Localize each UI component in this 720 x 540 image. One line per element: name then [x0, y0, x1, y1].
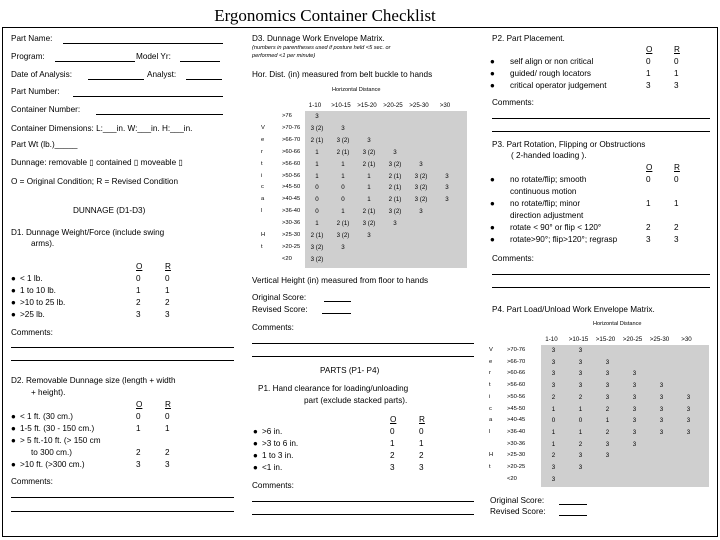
p3-o-value[interactable]: 3	[646, 235, 651, 244]
p1-o-value[interactable]: 1	[390, 439, 395, 448]
d2-r-value[interactable]: 2	[165, 448, 170, 457]
d3-cell[interactable]: 0	[341, 184, 345, 192]
d3-row-head: >40-45	[282, 196, 301, 203]
d3-cell[interactable]: 1	[315, 148, 319, 156]
d3-cell[interactable]: 3 (2)	[362, 220, 376, 228]
comment-line[interactable]	[492, 274, 710, 275]
d3-note: (numbers in parentheses used if posture held <5 sec. or	[252, 45, 391, 51]
dunnage-heading: DUNNAGE (D1-D3)	[73, 206, 146, 215]
p4-cell[interactable]: 1	[578, 405, 583, 413]
p4-cell[interactable]: 3	[632, 405, 637, 413]
d1-comments-label: Comments:	[11, 328, 53, 337]
p4-cell[interactable]: 3	[659, 428, 664, 436]
p4-cell[interactable]: 3	[632, 393, 637, 401]
vertical-height-note: Vertical Height (in) measured from floor to hands	[252, 276, 429, 285]
p4-cell[interactable]: 3	[605, 370, 610, 378]
part-name-label: Part Name:	[11, 34, 53, 43]
d3-cell[interactable]: 3	[393, 148, 397, 156]
p4-row-head: >60-66	[507, 370, 526, 377]
p4-cell[interactable]: 3	[551, 347, 556, 354]
p4-cell[interactable]: 3	[605, 358, 610, 366]
p4-axis-letter: c	[489, 405, 492, 412]
d3-col-head: >30	[439, 102, 451, 109]
d3-cell[interactable]: 0	[315, 208, 319, 216]
d3-cell[interactable]: 0	[315, 196, 319, 204]
d3-cell[interactable]: 3	[367, 232, 371, 239]
p4-cell[interactable]: 3	[686, 393, 691, 401]
d3-original-score-field[interactable]	[324, 301, 351, 302]
d3-axis-letter: e	[261, 136, 265, 143]
d2-title: D2. Removable Dunnage size (length + width	[11, 376, 176, 385]
list-item[interactable]: ● self align or non critical	[490, 57, 594, 66]
p4-cell[interactable]: 1	[578, 428, 583, 436]
p4-col-head: >10-15	[568, 336, 589, 343]
d3-row-head: >56-60	[282, 160, 301, 167]
d3-cell[interactable]: 2 (1)	[388, 184, 402, 192]
part-number-label: Part Number:	[11, 87, 60, 96]
p4-cell[interactable]: 2	[551, 393, 556, 401]
p2-col-r: R	[674, 45, 680, 54]
d3-row-head: >70-76	[282, 124, 301, 131]
d3-cell[interactable]: 3 (2)	[310, 255, 324, 263]
d3-cell[interactable]: 2 (1)	[310, 136, 324, 144]
d3-note-cont: performed <1 per minute)	[252, 53, 316, 59]
p4-cell[interactable]: 3	[578, 370, 583, 378]
p1-r-value[interactable]: 2	[419, 451, 424, 460]
d3-col-head: >10-15	[331, 102, 351, 109]
p4-cell[interactable]: 3	[632, 382, 637, 390]
p4-cell[interactable]: 1	[605, 417, 610, 425]
d3-cell[interactable]: 3 (2)	[336, 232, 350, 239]
d1-o-value[interactable]: 3	[136, 310, 141, 319]
d3-cell[interactable]: 3	[393, 220, 397, 228]
p4-original-score-field[interactable]	[559, 504, 587, 505]
d1-r-value[interactable]: 3	[165, 310, 170, 319]
date-label: Date of Analysis:	[11, 70, 72, 79]
d3-cell[interactable]: 1	[341, 160, 345, 168]
container-number-label: Container Number:	[11, 105, 81, 114]
d3-axis-letter: r	[261, 148, 263, 155]
d3-cell[interactable]: 2 (1)	[388, 196, 402, 204]
d2-o-value[interactable]: 3	[136, 460, 141, 469]
list-item[interactable]: ● >25 lb.	[11, 310, 45, 319]
d3-revised-score-field[interactable]	[322, 313, 351, 314]
d3-cell[interactable]: 3 (2)	[388, 208, 402, 216]
d3-cell[interactable]: 1	[367, 196, 371, 204]
p1-r-value[interactable]: 3	[419, 463, 424, 472]
analyst-field[interactable]	[186, 79, 222, 80]
d3-cell[interactable]: 2 (1)	[362, 160, 376, 168]
comment-line[interactable]	[252, 514, 474, 515]
p4-cell[interactable]: 3	[686, 428, 691, 436]
d1-o-value[interactable]: 1	[136, 286, 141, 295]
d1-o-value[interactable]: 2	[136, 298, 141, 307]
p3-r-value[interactable]: 3	[674, 235, 679, 244]
d3-cell[interactable]: 2 (1)	[336, 220, 350, 228]
p4-axis-letter: H	[489, 452, 494, 459]
d3-original-score-label: Original Score:	[252, 293, 307, 302]
p2-r-value[interactable]: 3	[674, 81, 679, 90]
d3-cell[interactable]: 3	[419, 160, 423, 168]
d3-axis-letter: l	[261, 208, 263, 215]
p4-cell[interactable]: 1	[551, 405, 556, 413]
d3-row-head: >60-66	[282, 148, 301, 155]
list-item-cont: continuous motion	[510, 187, 577, 196]
d3-cell[interactable]: 1	[341, 208, 345, 216]
p1-r-value[interactable]: 0	[419, 427, 424, 436]
p4-axis-letter: r	[489, 370, 491, 377]
p4-cell[interactable]: 2	[605, 405, 610, 413]
d1-r-value[interactable]: 2	[165, 298, 170, 307]
comment-line[interactable]	[11, 497, 234, 498]
comment-line[interactable]	[252, 343, 474, 344]
d2-o-value[interactable]: 2	[136, 448, 141, 457]
list-item-cont: direction adjustment	[510, 211, 584, 220]
comment-line[interactable]	[252, 356, 474, 357]
p1-o-value[interactable]: 0	[390, 427, 395, 436]
d3-row-head: >30-36	[282, 220, 301, 227]
container-number-field[interactable]	[96, 114, 223, 115]
p4-axis-letter: e	[489, 358, 493, 365]
d3-cell[interactable]: 3	[341, 243, 345, 251]
p3-col-r: R	[674, 163, 680, 172]
p4-row-head: >45-50	[507, 405, 526, 412]
p4-cell[interactable]: 3	[551, 358, 556, 366]
d3-col-head: >20-25	[383, 102, 403, 109]
p4-row-head: <20	[507, 475, 517, 482]
p4-row-head: >56-60	[507, 382, 526, 389]
p4-revised-score-field[interactable]	[559, 515, 587, 516]
comment-line[interactable]	[11, 511, 234, 512]
p4-shading	[541, 345, 709, 487]
p4-row-head: >66-70	[507, 358, 526, 365]
p4-cell[interactable]: 3	[686, 405, 691, 413]
p1-title: P1. Hand clearance for loading/unloading	[258, 384, 409, 393]
parts-heading: PARTS (P1- P4)	[320, 366, 380, 375]
list-item[interactable]: ● >10 to 25 lb.	[11, 298, 66, 307]
d3-row-head: >66-70	[282, 136, 301, 143]
d1-col-r: R	[165, 262, 171, 271]
p4-cell[interactable]: 3	[605, 452, 610, 460]
p4-cell[interactable]: 3	[632, 440, 637, 448]
p3-comments-label: Comments:	[492, 254, 534, 263]
d3-row-head: >76	[282, 113, 292, 119]
model-yr-field[interactable]	[180, 61, 220, 62]
d2-r-value[interactable]: 0	[165, 412, 170, 421]
d3-cell[interactable]: 3	[315, 113, 319, 120]
list-item[interactable]: ● 1 to 10 lb.	[11, 286, 56, 295]
d3-axis-letter: c	[261, 184, 264, 191]
d1-o-value[interactable]: 0	[136, 274, 141, 283]
list-item[interactable]: ● >3 to 6 in.	[253, 439, 299, 448]
p2-o-value[interactable]: 3	[646, 81, 651, 90]
p4-row-head: >30-36	[507, 440, 526, 447]
p4-cell[interactable]: 3	[632, 370, 637, 378]
list-item[interactable]: ● <1 in.	[253, 463, 283, 472]
p4-cell[interactable]: 2	[551, 452, 556, 460]
horizontal-distance-note: Hor. Dist. (in) measured from belt buckle to hands	[252, 70, 433, 79]
p4-col-head: 1-10	[545, 336, 558, 343]
p4-cell[interactable]: 0	[578, 417, 583, 425]
d2-o-value[interactable]: 1	[136, 424, 141, 433]
p4-axis-letter: a	[489, 417, 493, 424]
dunnage-type: Dunnage: removable ▯ contained ▯ moveable ▯	[11, 158, 183, 167]
p2-title: P2. Part Placement.	[492, 34, 565, 43]
p4-axis-letter: V	[489, 347, 493, 353]
p4-row-head: >50-56	[507, 393, 526, 400]
p4-cell[interactable]: 3	[686, 417, 691, 425]
d3-row-head: >25-30	[282, 232, 301, 238]
d3-axis-letter: V	[261, 124, 265, 131]
p2-r-value[interactable]: 1	[674, 69, 679, 78]
comment-line[interactable]	[492, 118, 710, 119]
part-name-field[interactable]	[63, 43, 223, 44]
d2-title-cont: + height).	[31, 388, 66, 397]
d3-cell[interactable]: 1	[367, 172, 371, 180]
d1-r-value[interactable]: 1	[165, 286, 170, 295]
p2-o-value[interactable]: 1	[646, 69, 651, 78]
d1-r-value[interactable]: 0	[165, 274, 170, 283]
comment-line[interactable]	[492, 287, 710, 288]
p4-axis-letter: i	[489, 393, 491, 400]
p4-cell[interactable]: 0	[551, 417, 556, 425]
list-item[interactable]: ● guided/ rough locators	[490, 69, 592, 78]
d3-cell[interactable]: 0	[315, 184, 319, 192]
list-item[interactable]: ● critical operator judgement	[490, 81, 607, 90]
d3-axis-letter: t	[261, 160, 263, 167]
part-weight: Part Wt (lb.)_____	[11, 140, 78, 149]
p4-row-head: >25-30	[507, 452, 526, 459]
p4-cell[interactable]: 3	[659, 393, 664, 401]
d3-col-head: >15-20	[357, 102, 377, 109]
list-item-cont: to 300 cm.)	[31, 448, 72, 457]
comment-line[interactable]	[492, 131, 710, 132]
d3-cell[interactable]: 1	[315, 220, 319, 228]
p4-axis-letter: t	[489, 464, 491, 470]
d3-horizontal-label: Horizontal Distance	[332, 87, 381, 93]
d3-axis-letter: a	[261, 196, 265, 203]
p4-col-head: >30	[681, 336, 692, 343]
list-item[interactable]: ● >10 ft. (>300 cm.)	[11, 460, 85, 469]
p4-cell[interactable]: 3	[551, 475, 556, 483]
p4-cell[interactable]: 3	[551, 382, 556, 390]
d3-cell[interactable]: 1	[367, 184, 371, 192]
p1-comments-label: Comments:	[252, 481, 294, 490]
p4-cell[interactable]: 2	[578, 393, 583, 401]
p2-comments-label: Comments:	[492, 98, 534, 107]
analyst-label: Analyst:	[147, 70, 177, 79]
d1-title-cont: arms).	[31, 239, 55, 248]
p3-title-cont: ( 2-handed loading ).	[511, 151, 587, 160]
d3-axis-letter: i	[261, 172, 263, 179]
d3-cell[interactable]: 3	[445, 184, 449, 192]
list-item[interactable]: ● > 5 ft.-10 ft. (> 150 cm	[11, 436, 101, 445]
program-field[interactable]	[55, 61, 135, 62]
list-item[interactable]: ● no rotate/flip; minor	[490, 199, 581, 208]
d2-r-value[interactable]: 3	[165, 460, 170, 469]
p4-cell[interactable]: 3	[578, 358, 583, 366]
p3-r-value[interactable]: 2	[674, 223, 679, 232]
d3-cell[interactable]: 3 (2)	[362, 148, 376, 156]
program-label: Program:	[11, 52, 45, 61]
p4-cell[interactable]: 3	[551, 370, 556, 378]
p4-col-head: >15-20	[595, 336, 616, 343]
d3-cell[interactable]: 3 (2)	[414, 172, 428, 180]
p4-cell[interactable]: 3	[659, 405, 664, 413]
p4-cell[interactable]: 3	[605, 440, 610, 448]
p4-col-head: >25-30	[649, 336, 670, 343]
p4-cell[interactable]: 3	[659, 417, 664, 425]
list-item[interactable]: ● 1-5 ft. (30 - 150 cm.)	[11, 424, 95, 433]
list-item[interactable]: ● rotate < 90° or flip < 120°	[490, 223, 602, 232]
d3-title: D3. Dunnage Work Envelope Matrix.	[252, 34, 385, 43]
p4-cell[interactable]: 3	[578, 382, 583, 390]
d3-cell[interactable]: 2 (1)	[336, 148, 350, 156]
p4-cell[interactable]: 3	[632, 428, 637, 436]
d3-axis-letter: t	[261, 243, 263, 250]
d3-comments-label: Comments:	[252, 323, 294, 332]
p4-cell[interactable]: 2	[605, 428, 610, 436]
p3-r-value[interactable]: 0	[674, 175, 679, 184]
model-yr-label: Model Yr:	[136, 52, 171, 61]
p4-row-head: >70-76	[507, 347, 526, 353]
d3-row-head: >36-40	[282, 208, 301, 215]
d3-cell[interactable]: 3	[445, 196, 449, 204]
d2-col-o: O	[136, 400, 143, 409]
p1-col-r: R	[419, 415, 425, 424]
d3-revised-score-label: Revised Score:	[252, 305, 308, 314]
p4-cell[interactable]: 3	[659, 382, 664, 390]
p2-col-o: O	[646, 45, 653, 54]
p3-o-value[interactable]: 0	[646, 175, 651, 184]
list-item[interactable]: ● 1 to 3 in.	[253, 451, 294, 460]
p4-row-head: >36-40	[507, 428, 526, 435]
p1-o-value[interactable]: 3	[390, 463, 395, 472]
d3-cell[interactable]: 3 (2)	[336, 136, 350, 144]
d3-col-head: >25-30	[409, 102, 429, 109]
date-field[interactable]	[88, 79, 144, 80]
d2-o-value[interactable]: 0	[136, 412, 141, 421]
d2-comments-label: Comments:	[11, 477, 53, 486]
d3-cell[interactable]: 3 (2)	[388, 160, 402, 168]
p4-axis-letter: t	[489, 382, 491, 389]
p1-title-cont: part (exclude stacked parts).	[304, 396, 408, 405]
p4-cell[interactable]: 3	[605, 382, 610, 390]
p4-cell[interactable]: 1	[551, 440, 556, 448]
d3-cell[interactable]: 2 (1)	[310, 232, 324, 239]
p1-o-value[interactable]: 2	[390, 451, 395, 460]
list-item[interactable]: ● rotate>90°; flip>120°; regrasp	[490, 235, 618, 244]
d3-cell[interactable]: 0	[341, 196, 345, 204]
p4-cell[interactable]: 1	[551, 428, 556, 436]
p4-row-head: >40-45	[507, 417, 526, 424]
d3-cell[interactable]: 1	[341, 172, 345, 180]
d3-cell[interactable]: 2 (1)	[388, 172, 402, 180]
comment-line[interactable]	[11, 360, 234, 361]
comment-line[interactable]	[252, 501, 474, 502]
p4-cell[interactable]: 3	[578, 347, 583, 354]
d2-r-value[interactable]: 1	[165, 424, 170, 433]
page-title: Ergonomics Container Checklist	[214, 6, 436, 25]
p3-o-value[interactable]: 2	[646, 223, 651, 232]
p4-row-head: >20-25	[507, 464, 526, 470]
p3-o-value[interactable]: 1	[646, 199, 651, 208]
list-item[interactable]: ● < 1 lb.	[11, 274, 43, 283]
p4-horizontal-label: Horizontal Distance	[593, 321, 642, 327]
d3-cell[interactable]: 2 (1)	[362, 208, 376, 216]
list-item[interactable]: ● < 1 ft. (30 cm.)	[11, 412, 74, 421]
d3-cell[interactable]: 3 (2)	[310, 124, 324, 132]
d3-row-head: >20-25	[282, 243, 301, 250]
d3-axis-letter: H	[261, 232, 266, 238]
d3-cell[interactable]: 3 (2)	[310, 243, 324, 251]
p4-original-score-label: Original Score:	[490, 496, 545, 505]
list-item[interactable]: ● no rotate/flip; smooth	[490, 175, 587, 184]
p4-cell[interactable]: 3	[605, 393, 610, 401]
d3-cell[interactable]: 1	[315, 172, 319, 180]
p3-title: P3. Part Rotation, Flipping or Obstructions	[492, 140, 646, 149]
d3-cell[interactable]: 3	[367, 136, 371, 144]
p1-col-o: O	[390, 415, 397, 424]
p4-title: P4. Part Load/Unload Work Envelope Matrix.	[492, 305, 655, 314]
p4-col-head: >20-25	[622, 336, 643, 343]
container-dims: Container Dimensions: L:___in. W:___in. H:___in.	[11, 124, 193, 133]
d3-row-head: >45-50	[282, 184, 301, 191]
part-number-field[interactable]	[73, 96, 223, 97]
p1-r-value[interactable]: 1	[419, 439, 424, 448]
p4-cell[interactable]: 3	[578, 452, 583, 460]
d1-title: D1. Dunnage Weight/Force (include swing	[11, 228, 165, 237]
d3-cell[interactable]: 3	[419, 208, 423, 216]
d1-col-o: O	[136, 262, 143, 271]
d3-row-head: <20	[282, 255, 292, 262]
p2-o-value[interactable]: 0	[646, 57, 651, 66]
p4-cell[interactable]: 3	[578, 464, 583, 471]
p3-r-value[interactable]: 1	[674, 199, 679, 208]
d3-cell[interactable]: 3 (2)	[414, 196, 428, 204]
p4-revised-score-label: Revised Score:	[490, 507, 546, 516]
condition-legend: O = Original Condition; R = Revised Condition	[11, 177, 179, 186]
p4-cell[interactable]: 3	[551, 464, 556, 471]
d3-cell[interactable]: 3	[445, 172, 449, 180]
d2-col-r: R	[165, 400, 171, 409]
list-item[interactable]: ● >6 in.	[253, 427, 283, 436]
p3-col-o: O	[646, 163, 653, 172]
p4-axis-letter: l	[489, 428, 491, 435]
p4-cell[interactable]: 2	[578, 440, 583, 448]
d3-cell[interactable]: 3 (2)	[414, 184, 428, 192]
p2-r-value[interactable]: 0	[674, 57, 679, 66]
comment-line[interactable]	[11, 347, 234, 348]
d3-cell[interactable]: 3	[341, 124, 345, 132]
p4-cell[interactable]: 3	[632, 417, 637, 425]
d3-cell[interactable]: 1	[315, 160, 319, 168]
d3-col-head: 1-10	[308, 102, 322, 109]
d3-row-head: >50-56	[282, 172, 301, 179]
